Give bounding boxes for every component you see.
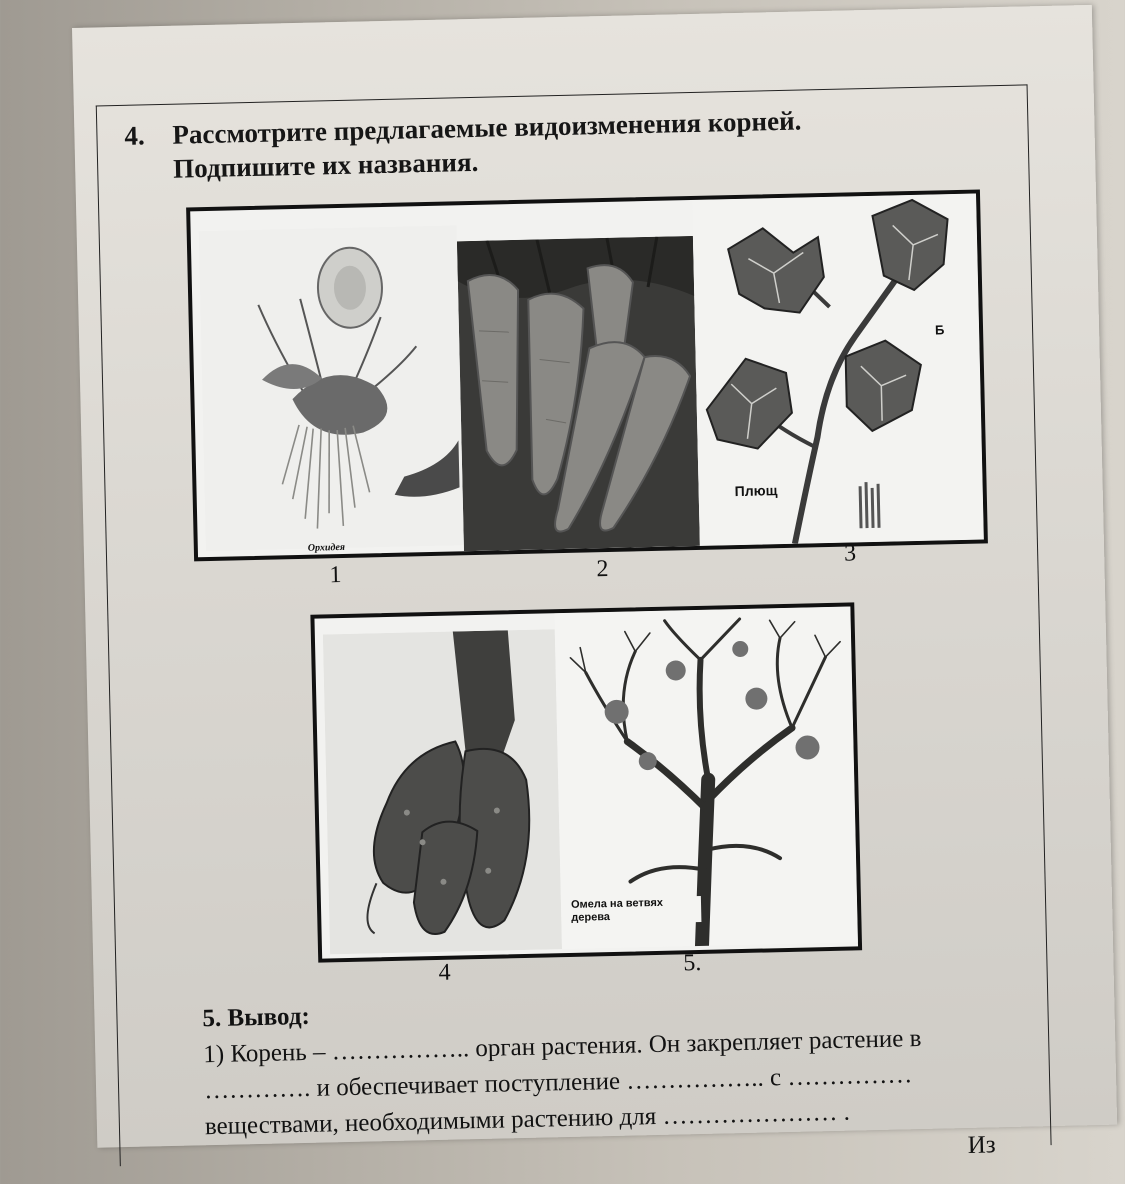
figure-number-2: 2 <box>596 555 609 583</box>
conclusion-line-2: …………. и обеспечивает поступление …………….. с …………… <box>203 1061 913 1105</box>
conclusion-section <box>202 982 1036 1181</box>
task-text: Рассмотрите предлагаемые видоизменения корней. Подпишите их названия. <box>172 105 802 184</box>
roots-panel-top <box>186 189 988 561</box>
orchid-caption: Орхидея <box>307 541 346 554</box>
conclusion-heading: 5. Вывод: <box>202 1002 311 1033</box>
root-tubers-illustration <box>323 629 562 954</box>
carrots-illustration <box>457 236 700 551</box>
mistletoe-caption: Омела на ветвях дерева <box>571 896 702 925</box>
task-number: 4. <box>124 120 146 151</box>
figure-number-5: 5. <box>683 949 702 977</box>
ivy-caption: Плющ <box>734 482 778 500</box>
worksheet-page <box>72 5 1117 1159</box>
conclusion-line-3: веществами, необходимыми растению для ………………… . <box>204 1098 851 1141</box>
figure-number-4: 4 <box>438 959 451 986</box>
ivy-letter-label: Б <box>934 322 945 338</box>
orchid-illustration <box>199 225 464 551</box>
figure-number-1: 1 <box>329 562 342 589</box>
conclusion-line-1: 1) Корень – …………….. орган растения. Он закрепляет растение в <box>203 1024 922 1069</box>
roots-panel-bottom <box>310 602 862 962</box>
conclusion-line-4-fragment: Из <box>967 1131 996 1159</box>
figure-number-3: 3 <box>843 540 857 567</box>
